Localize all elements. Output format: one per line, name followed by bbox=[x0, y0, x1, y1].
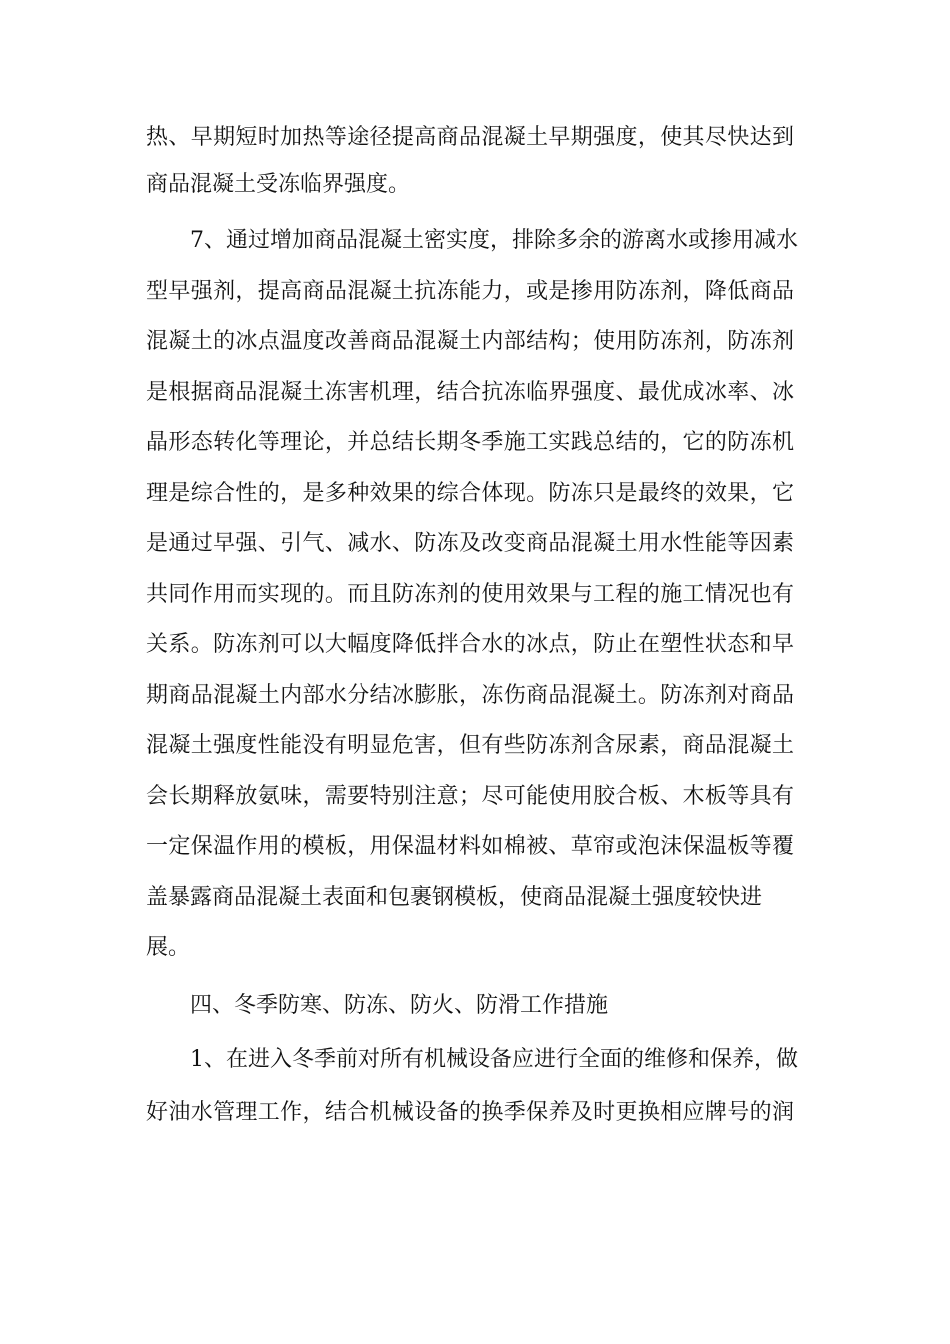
paragraph-7-first-line: 7、通过增加商品混凝土密实度，排除多余的游离水或掺用减水 bbox=[190, 228, 798, 253]
text-line: 展。 bbox=[146, 935, 191, 960]
text-line: 盖暴露商品混凝土表面和包裹钢模板，使商品混凝土强度较快进 bbox=[146, 885, 763, 910]
text-line: 商品混凝土受冻临界强度。 bbox=[146, 172, 411, 197]
text-line: 混凝土的冰点温度改善商品混凝土内部结构；使用防冻剂，防冻剂 bbox=[146, 329, 794, 354]
text-line: 一定保温作用的模板，用保温材料如棉被、草帘或泡沫保温板等覆 bbox=[146, 834, 794, 859]
text-line: 混凝土强度性能没有明显危害，但有些防冻剂含尿素，商品混凝土 bbox=[146, 733, 794, 758]
text-line: 好油水管理工作，结合机械设备的换季保养及时更换相应牌号的润 bbox=[146, 1100, 794, 1125]
text-line: 理是综合性的，是多种效果的综合体现。防冻只是最终的效果，它 bbox=[146, 481, 794, 506]
text-line: 型早强剂，提高商品混凝土抗冻能力，或是掺用防冻剂，降低商品 bbox=[146, 279, 794, 304]
text-line: 会长期释放氨味，需要特别注意；尽可能使用胶合板、木板等具有 bbox=[146, 784, 794, 809]
text-line: 是通过早强、引气、减水、防冻及改变商品混凝土用水性能等因素 bbox=[146, 531, 794, 556]
text-line: 是根据商品混凝土冻害机理，结合抗冻临界强度、最优成冰率、冰 bbox=[146, 380, 794, 405]
text-line: 期商品混凝土内部水分结冰膨胀，冻伤商品混凝土。防冻剂对商品 bbox=[146, 683, 794, 708]
section-heading: 四、冬季防寒、防冻、防火、防滑工作措施 bbox=[190, 993, 609, 1018]
paragraph-1-first-line: 1、在进入冬季前对所有机械设备应进行全面的维修和保养，做 bbox=[190, 1047, 798, 1072]
text-line: 晶形态转化等理论，并总结长期冬季施工实践总结的，它的防冻机 bbox=[146, 430, 794, 455]
text-line: 共同作用而实现的。而且防冻剂的使用效果与工程的施工情况也有 bbox=[146, 582, 794, 607]
text-line: 关系。防冻剂可以大幅度降低拌合水的冰点，防止在塑性状态和早 bbox=[146, 632, 794, 657]
text-line: 热、早期短时加热等途径提高商品混凝土早期强度，使其尽快达到 bbox=[146, 125, 794, 150]
